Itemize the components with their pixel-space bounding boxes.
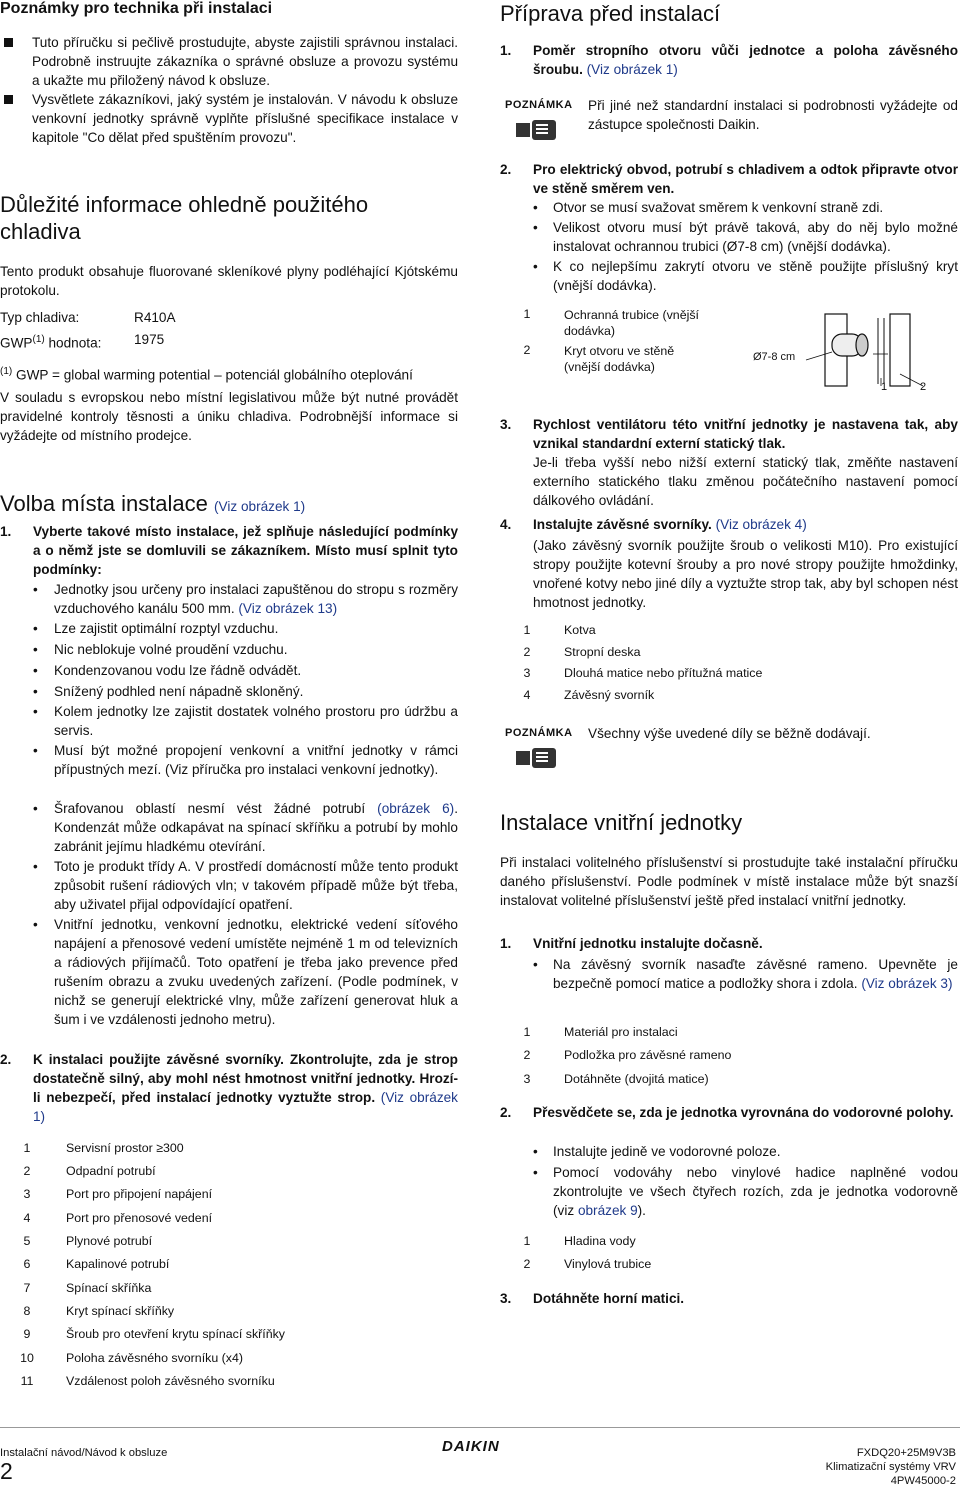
technician-notes-title: Poznámky pro technika při instalaci [0,0,273,17]
note-text: Při jiné než standardní instalaci si podrobnosti vyžádejte od zástupce společnosti Daikin. [588,98,958,132]
location-title: Volba místa instalace (Viz obrázek 1) [0,491,306,516]
figure-3-ref[interactable]: (Viz obrázek 3) [861,976,953,991]
gwp-value: 1975 [134,332,165,347]
legislation-text: V souladu s evropskou nebo místní legislativou může být nutné provádět pravidelné kontroly těsnosti a úniku chladiva. Podrobnější informace si vyžádejte od místního prodejce. [0,390,458,443]
location-figure-ref[interactable]: (Viz obrázek 1) [214,499,306,514]
figure-callout-2: 2 [920,381,927,393]
figure-13-ref[interactable]: (Viz obrázek 13) [238,601,338,616]
note-label: POZNÁMKA [505,727,573,739]
footer-doc-title: Instalační návod/Návod k obsluze [0,1447,168,1459]
footer-divider [0,1427,960,1428]
gwp-footnote: $^{(1)}$ GWP = global warming potential – potenciál globálního oteplování [0,366,413,383]
footer-doc-code: 4PW45000-2 [890,1475,956,1487]
preparation-title: Příprava před instalací [500,1,721,26]
refrigerant-type-label: Typ chladiva: [0,310,80,325]
figure-1-ref[interactable]: (Viz obrázek 1) [33,1090,458,1124]
note-text: Všechny výše uvedené díly se běžně dodávají. [588,726,871,741]
figure-6-ref[interactable]: (obrázek 6) [377,801,455,816]
note-hand-icon [516,118,558,142]
figure-1-ref[interactable]: (Viz obrázek 1) [586,62,678,77]
gwp-label: GWP$^{(1)}$ hodnota: [0,334,102,351]
note-label: POZNÁMKA [505,99,573,111]
figure-callout-1: 1 [881,381,888,393]
figure-9-ref[interactable]: obrázek 9 [577,1203,638,1218]
hole-diameter-label: Ø7-8 cm [753,351,796,363]
refrigerant-type-value: R410A [134,310,176,325]
note-hand-icon [516,746,558,770]
prep-step-3-detail: Je-li třeba vyšší nebo nižší externí statický tlak, změňte nastavení externího statického tlaku změnou počátečního nastavení pomocí dálkového ovládání. [533,455,958,508]
daikin-logo: DAIKIN [442,1438,500,1455]
refrigerant-intro: Tento produkt obsahuje fluorované skleníkové plyny podléhající Kjótskému protokolu. [0,264,458,298]
square-bullet-icon [4,95,13,104]
page-number: 2 [0,1458,13,1484]
refrigerant-title: Důležité informace ohledně použitého chladiva [0,192,369,244]
prep-step-4-detail: (Jako závěsný svorník použijte šroub o velikosti M10). Pro existující stropy použijte kotevní šrouby a pro nové stropy použijte hmoždinky, vnořené kotvy nebo jiné díly a vyztužte strop tak, aby byl schopen nést hmotnost jednotky. [533,538,958,610]
footer-model: FXDQ20+25M9V3B [856,1447,956,1459]
installation-title: Instalace vnitřní jednotky [500,810,743,835]
square-bullet-icon [4,38,13,47]
footer-system: Klimatizační systémy VRV [825,1461,956,1473]
figure-4-ref[interactable]: (Viz obrázek 4) [715,517,807,532]
installation-intro: Při instalaci volitelného příslušenství si prostudujte také instalační příručku daného příslušenství. Podle podmínek v místě instalace může být snazší instalovat volitelné příslušenství ještě před instalací vnitřní jednotky. [500,855,958,908]
